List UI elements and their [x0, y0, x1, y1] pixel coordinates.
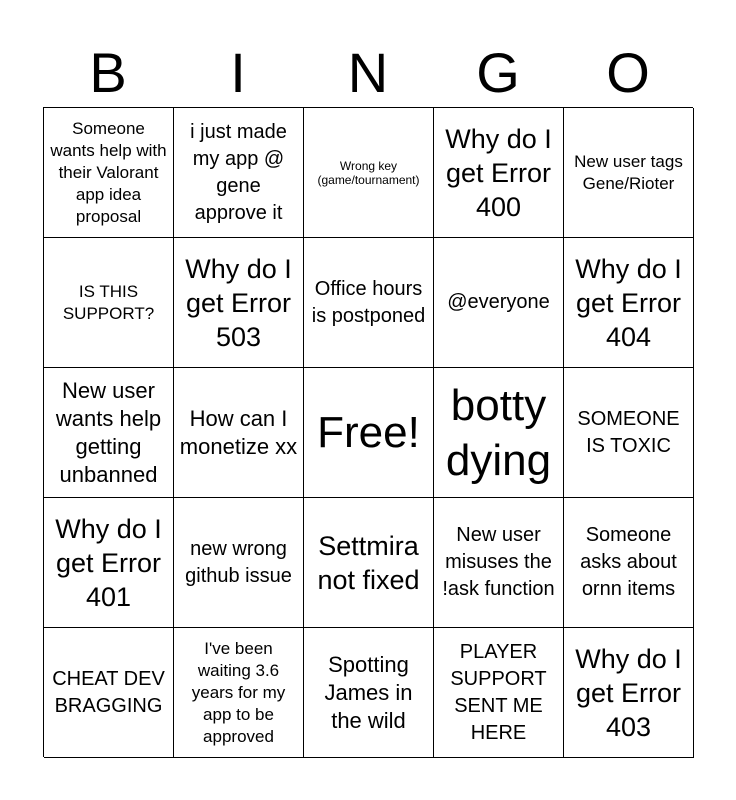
bingo-cell-text: Spotting James in the wild: [324, 651, 413, 733]
bingo-cell[interactable]: [564, 238, 694, 368]
bingo-cell-text: New user wants help getting unbanned: [55, 377, 162, 487]
bingo-cell[interactable]: [434, 108, 564, 238]
bingo-cell-text: @everyone: [447, 291, 550, 313]
header-letter-n: N: [347, 41, 389, 104]
bingo-cell-text: i just made my app @ gene approve it: [190, 120, 287, 224]
bingo-cell[interactable]: [174, 628, 304, 758]
bingo-cell-text: Someone wants help with their Valorant app idea proposal: [50, 118, 167, 226]
bingo-cell[interactable]: [44, 498, 174, 628]
bingo-cell-text: Why do I get Error 400: [445, 123, 552, 222]
bingo-cell[interactable]: [174, 368, 304, 498]
bingo-cell[interactable]: [304, 108, 434, 238]
bingo-cell-text: botty dying: [445, 380, 552, 485]
bingo-cell[interactable]: [564, 108, 694, 238]
bingo-cell-text: Why do I get Error 403: [575, 643, 682, 742]
bingo-cell-text: Why do I get Error 401: [55, 513, 162, 612]
bingo-cell-text: Someone asks about ornn items: [580, 524, 677, 600]
bingo-cell[interactable]: [304, 628, 434, 758]
bingo-cell-text: Why do I get Error 503: [185, 253, 292, 352]
bingo-cell[interactable]: [564, 498, 694, 628]
bingo-cell-text: New user tags Gene/Rioter: [574, 151, 683, 193]
bingo-cell[interactable]: [434, 238, 564, 368]
bingo-cell-text: New user misuses the !ask function: [442, 524, 555, 600]
bingo-cell[interactable]: [564, 628, 694, 758]
bingo-cell[interactable]: [44, 628, 174, 758]
bingo-cell[interactable]: [44, 368, 174, 498]
bingo-cell[interactable]: [434, 368, 564, 498]
bingo-cell-text: Office hours is postponed: [311, 277, 426, 327]
bingo-cell[interactable]: [174, 238, 304, 368]
bingo-header: [43, 40, 693, 106]
header-letter-g: G: [476, 41, 520, 104]
bingo-cell[interactable]: [304, 498, 434, 628]
bingo-cell-text: I've been waiting 3.6 years for my app to be approved: [191, 638, 286, 746]
bingo-board: [43, 107, 693, 757]
free-space-text: Free!: [317, 408, 420, 457]
bingo-cell[interactable]: [44, 238, 174, 368]
bingo-cell-text: Settmira not fixed: [317, 530, 420, 595]
bingo-cell-text: Why do I get Error 404: [575, 253, 682, 352]
bingo-cell-text: IS THIS SUPPORT?: [62, 281, 155, 323]
bingo-cell-text: PLAYER SUPPORT SENT ME HERE: [450, 640, 547, 744]
bingo-cell[interactable]: [174, 498, 304, 628]
bingo-cell-text: new wrong github issue: [185, 537, 292, 587]
bingo-cell[interactable]: [304, 238, 434, 368]
bingo-cell-text: Wrong key (game/tournament): [317, 158, 420, 187]
bingo-cell[interactable]: [564, 368, 694, 498]
bingo-cell[interactable]: [434, 628, 564, 758]
bingo-cell[interactable]: [434, 498, 564, 628]
header-letter-o: O: [606, 41, 650, 104]
bingo-cell[interactable]: [174, 108, 304, 238]
header-letter-i: I: [230, 41, 246, 104]
bingo-cell-text: CHEAT DEV BRAGGING: [52, 667, 165, 717]
bingo-cell-text: How can I monetize xx: [179, 405, 298, 459]
free-space-cell[interactable]: [304, 368, 434, 498]
bingo-cell[interactable]: [44, 108, 174, 238]
header-letter-b: B: [89, 41, 127, 104]
bingo-cell-text: SOMEONE IS TOXIC: [577, 407, 680, 457]
